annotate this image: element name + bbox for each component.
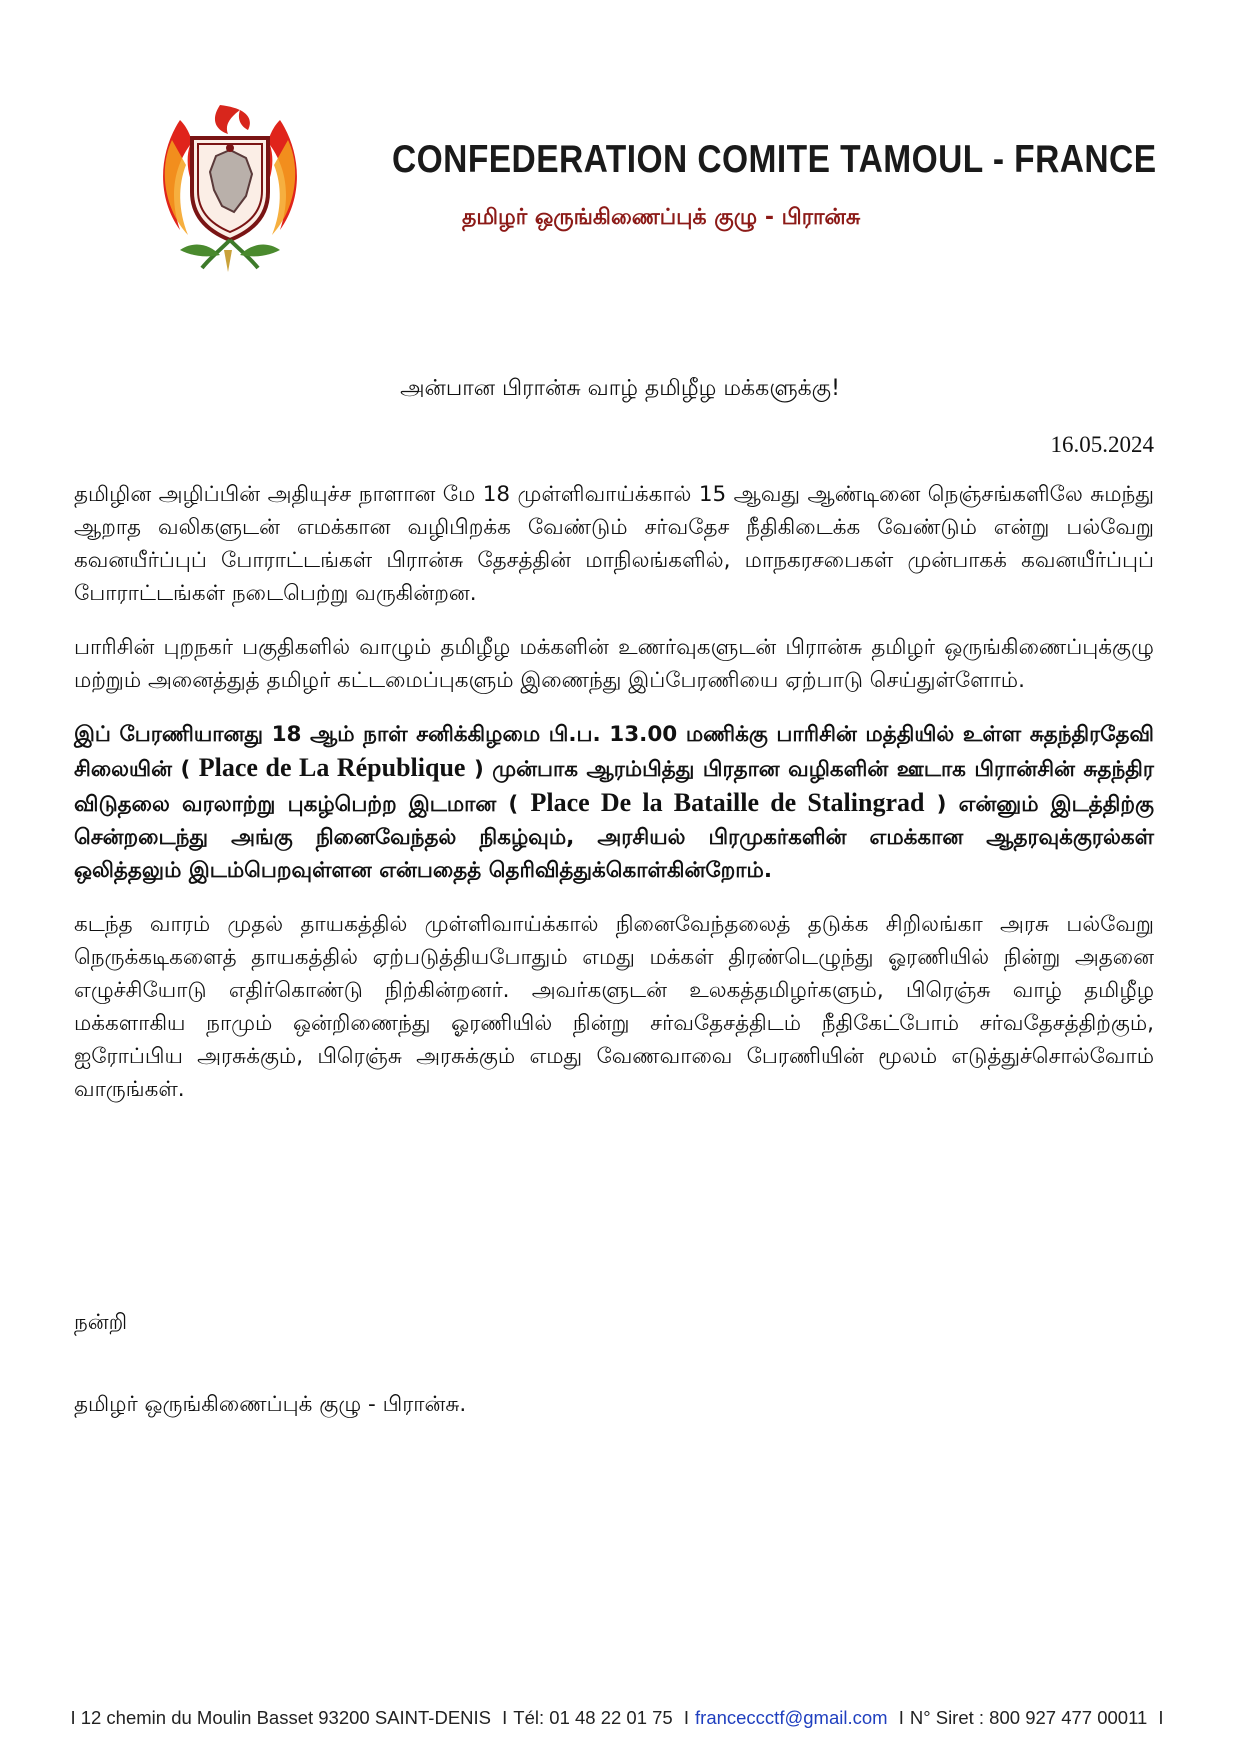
organization-name-tamil: தமிழர் ஒருங்கிணைப்புக் குழு - பிரான்சு xyxy=(462,205,861,230)
organization-name: CONFEDERATION COMITE TAMOUL - FRANCE xyxy=(392,138,1157,181)
footer-address: 12 chemin du Moulin Basset 93200 SAINT-DENIS xyxy=(80,1707,492,1728)
organization-logo xyxy=(150,100,310,275)
footer-separator: I xyxy=(70,1707,76,1728)
footer-siret: N° Siret : 800 927 477 00011 xyxy=(909,1707,1148,1728)
footer-separator: I xyxy=(1158,1707,1164,1728)
footer-separator: I xyxy=(502,1707,508,1728)
paragraph-3-part-a: இப் பேரணியானது 18 ஆம் நாள் சனிக்கிழமை பி.ப. 13.00 மணிக்கு பாரிசின் மத்தியில் உள்ள சுதந்திரதேவி சிலையின் ( xyxy=(74,722,1154,782)
closing-thanks: நன்றி xyxy=(74,1310,128,1335)
footer-phone: Tél: 01 48 22 01 75 xyxy=(513,1707,673,1728)
paragraph-4: கடந்த வாரம் முதல் தாயகத்தில் முள்ளிவாய்க்கால் நினைவேந்தலைத் தடுக்க சிறிலங்கா அரசு பல்வேறு நெருக்கடிகளைத் தாயகத்தில் ஏற்படுத்தியபோதும் எமது மக்கள் திரண்டெழுந்து ஓரணியில் நின்று அதனை எழுச்சியோடு எதிர்கொண்டு நிற்கின்றனர். அவர்களுடன் உலகத்தமிழர்களும், பிரெஞ்சு வாழ் தமிழீழ மக்களாகிய நாமும் ஒன்றிணைந்து ஓரணியில் நின்று சர்வதேசத்திடம் நீதிகேட்போம் சர்வதேசத்திற்கும், ஐரோப்பிய அரசுக்கும், பிரெஞ்சு அரசுக்கும் எமது வேணவாவை பேரணியின் மூலம் எடுத்துச்சொல்வோம் வாருங்கள். xyxy=(74,912,1154,1102)
paragraph-3-part-b: ) முன்பாக ஆரம்பித்து பிரதான வழிகளின் ஊடாக பிரான்சின் சுதந்திர விடுதலை வரலாற்று புகழ்பெற்ற இடமான ( xyxy=(74,757,1154,817)
paragraph-3-event-details xyxy=(74,718,1154,887)
place-stalingrad: Place De la Bataille de Stalingrad xyxy=(530,788,925,817)
paragraph-2: பாரிசின் புறநகர் பகுதிகளில் வாழும் தமிழீழ மக்களின் உணர்வுகளுடன் பிரான்சு தமிழர் ஒருங்கிணைப்புக்குழு மற்றும் அனைத்துத் தமிழர் கட்டமைப்புகளும் இணைந்து இப்பேரணியை ஏற்பாடு செய்துள்ளோம். xyxy=(74,635,1154,693)
place-republique: Place de La République xyxy=(198,753,466,782)
footer-separator: I xyxy=(683,1707,690,1728)
salutation: அன்பான பிரான்சு வாழ் தமிழீழ மக்களுக்கு! xyxy=(400,376,840,401)
signature: தமிழர் ஒருங்கிணைப்புக் குழு - பிரான்சு. xyxy=(74,1392,467,1417)
letter-body xyxy=(74,478,1154,1127)
footer-email-link[interactable]: franceccctf@gmail.com xyxy=(695,1707,888,1728)
letter-date: 16.05.2024 xyxy=(1050,432,1154,457)
paragraph-1: தமிழின அழிப்பின் அதியுச்ச நாளான மே 18 முள்ளிவாய்க்கால் 15 ஆவது ஆண்டினை நெஞ்சங்களிலே சுமந்து ஆறாத வலிகளுடன் எமக்கான வழிபிறக்க வேண்டும் சர்வதேச நீதிகிடைக்க வேண்டும் என்று பல்வேறு கவனயீர்ப்புப் போராட்டங்கள் பிரான்சு தேசத்தின் மாநிலங்களில், மாநகரசபைகள் முன்பாகக் கவனயீர்ப்புப் போராட்டங்கள் நடைபெற்று வருகின்றன. xyxy=(74,482,1154,606)
footer-separator: I xyxy=(898,1707,904,1728)
paragraph-3-part-c: ) என்னும் இடத்திற்கு சென்றடைந்து அங்கு நினைவேந்தல் நிகழ்வும், அரசியல் பிரமுகர்களின் எமக்கான ஆதரவுக்குரல்கள் ஒலித்தலும் இடம்பெறவுள்ளன என்பதைத் தெரிவித்துக்கொள்கின்றோம். xyxy=(74,792,1154,883)
footer xyxy=(0,1707,1240,1729)
